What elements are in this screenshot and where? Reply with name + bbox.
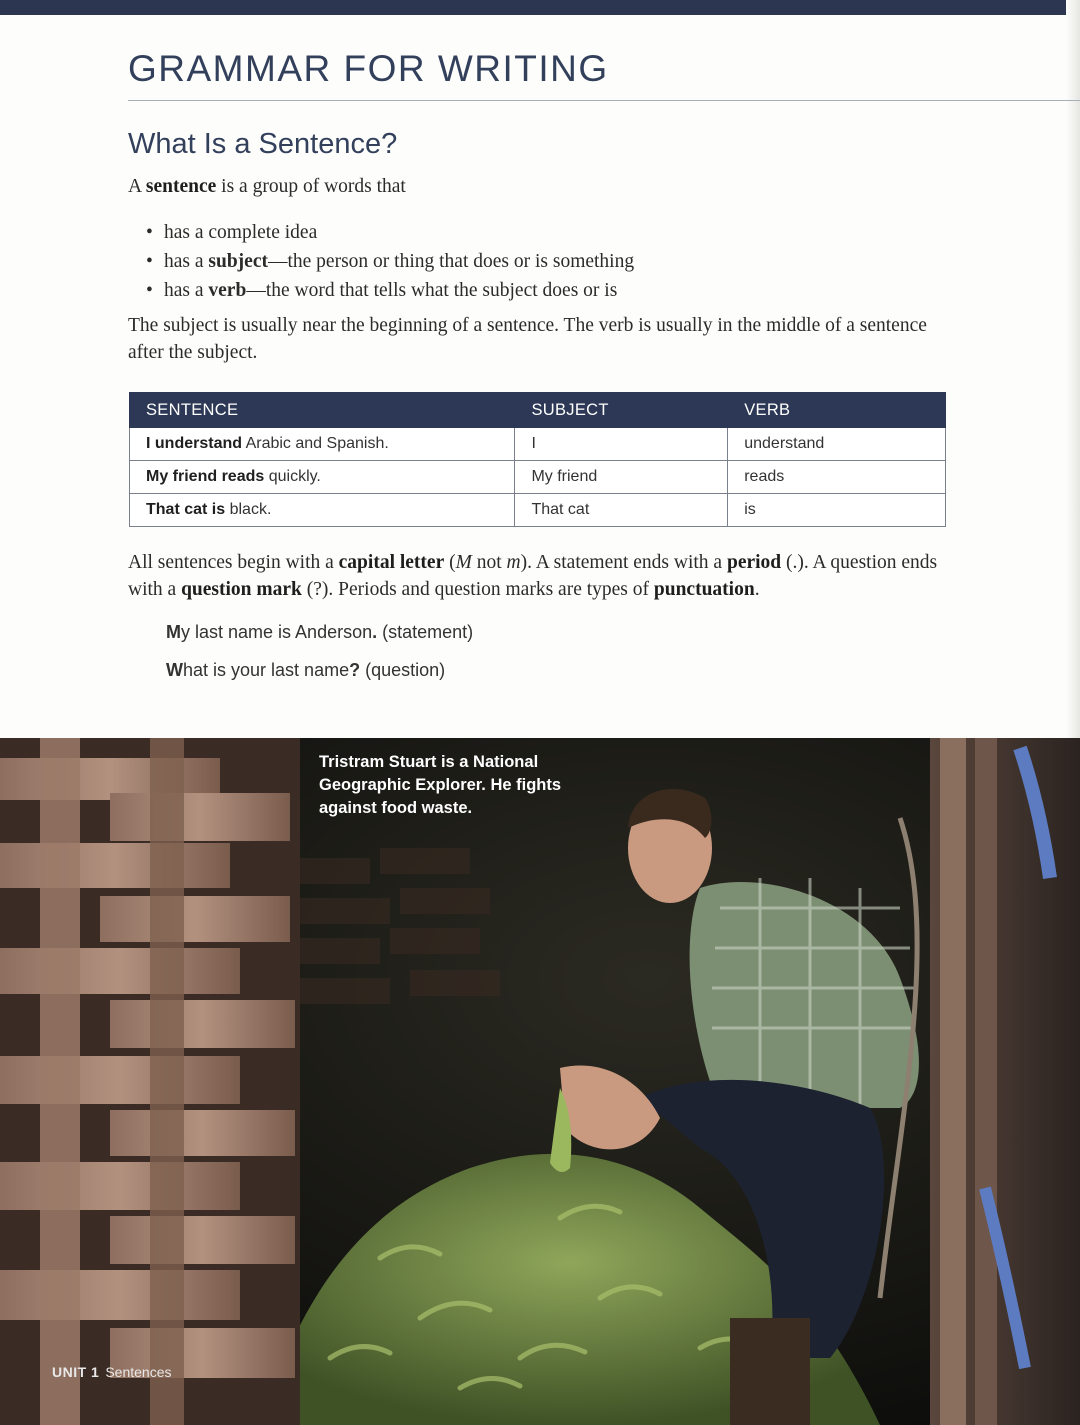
bullet-item [146, 276, 634, 305]
bullet-list [146, 218, 634, 305]
cell-subject: I [515, 428, 728, 461]
left-door [0, 738, 300, 1425]
bullet-item [146, 247, 634, 276]
cell-subject: My friend [515, 461, 728, 494]
lesson-heading: What Is a Sentence? [128, 128, 398, 160]
sentence-table [129, 392, 946, 527]
cell-sentence: I understand Arabic and Spanish. [130, 428, 515, 461]
boot [730, 1318, 810, 1425]
explorer-photo [0, 738, 1080, 1425]
bullet-text: has a verb—the word that tells what the subject does or is [164, 280, 618, 301]
footer-unit-label: UNIT 1 [52, 1364, 100, 1380]
table-row [130, 428, 946, 461]
intro-paragraph: A sentence is a group of words that [128, 176, 406, 197]
punctuation-paragraph: All sentences begin with a capital letter (M not m). A statement ends with a period (.). A question ends with a question mark (?). Periods and question marks are types of punctuation. [128, 552, 938, 600]
bullet-text: has a complete idea [164, 222, 318, 243]
bullet-dot-icon: • [146, 251, 153, 272]
photo-illustration [0, 738, 1080, 1425]
cell-verb: is [728, 494, 946, 527]
example-question: What is your last name? (question) [166, 660, 446, 680]
title-divider [128, 100, 1080, 101]
bullet-text: has a subject—the person or thing that does or is something [164, 251, 635, 272]
bullet-dot-icon: • [146, 280, 153, 301]
example-statement: My last name is Anderson. (statement) [166, 622, 474, 642]
page-footer [52, 1364, 172, 1380]
cell-sentence: That cat is black. [130, 494, 515, 527]
header-sentence: SENTENCE [130, 393, 515, 428]
header-verb: VERB [728, 393, 946, 428]
bullet-item [146, 218, 634, 247]
cell-verb: reads [728, 461, 946, 494]
page-edge-shadow [1066, 0, 1080, 740]
section-title: GRAMMAR FOR WRITING [128, 48, 609, 89]
footer-unit-title: Sentences [105, 1364, 172, 1380]
header-subject: SUBJECT [515, 393, 728, 428]
bullet-dot-icon: • [146, 222, 153, 243]
photo-caption: Tristram Stuart is a National Geographic Explorer. He fights against food waste. [319, 753, 562, 817]
cell-verb: understand [728, 428, 946, 461]
table-header-row [130, 393, 946, 428]
table-row [130, 461, 946, 494]
cell-subject: That cat [515, 494, 728, 527]
table-row [130, 494, 946, 527]
subject-verb-paragraph: The subject is usually near the beginning of a sentence. The verb is usually in the middle of a sentence after the subject. [128, 315, 927, 363]
cell-sentence: My friend reads quickly. [130, 461, 515, 494]
top-color-band [0, 0, 1080, 15]
